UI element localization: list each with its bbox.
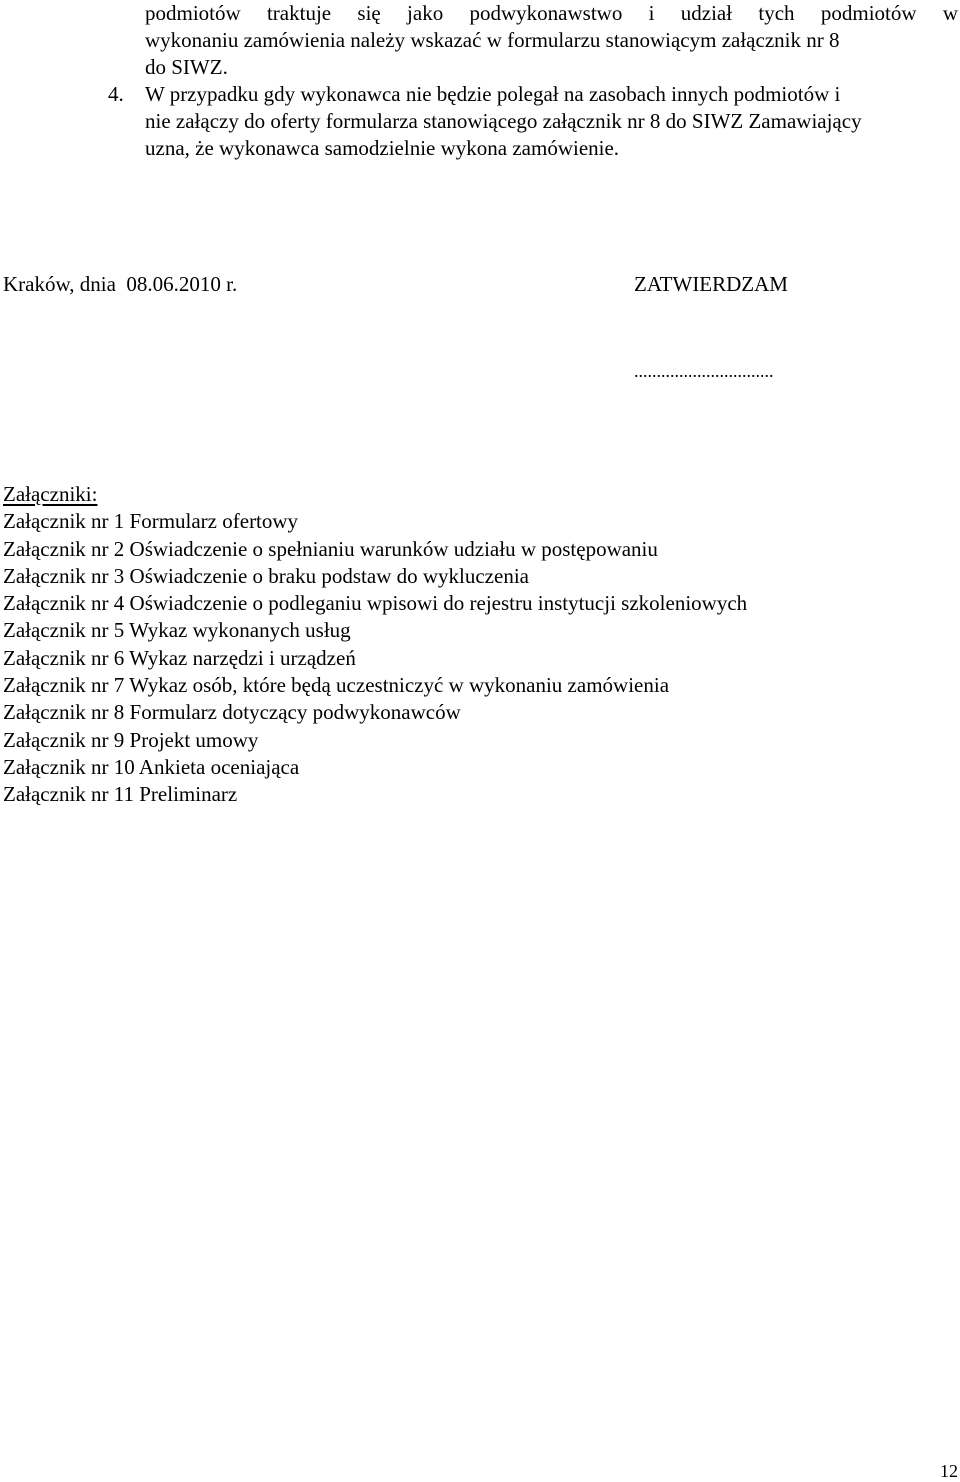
paragraph-line: nie załączy do oferty formularza stanowiącego załącznik nr 8 do SIWZ Zamawiający (145, 109, 862, 133)
list-item-text (145, 81, 958, 162)
attachment-item: Załącznik nr 5 Wykaz wykonanych usług (3, 618, 351, 643)
paragraph-line: wykonaniu zamówienia należy wskazać w formularzu stanowiącym załącznik nr 8 (145, 28, 840, 52)
page-number: 12 (940, 1461, 958, 1481)
attachment-item: Załącznik nr 11 Preliminarz (3, 782, 238, 807)
attachments-list (3, 481, 747, 809)
attachment-item: Załącznik nr 7 Wykaz osób, które będą uczestniczyć w wykonaniu zamówienia (3, 673, 670, 698)
attachments-heading: Załączniki: (3, 482, 98, 506)
paragraph-line: W przypadku gdy wykonawca nie będzie polegał na zasobach innych podmiotów i (145, 82, 841, 106)
paragraph-line: do SIWZ. (145, 55, 228, 79)
approval-label: ZATWIERDZAM (634, 272, 788, 296)
attachment-item: Załącznik nr 9 Projekt umowy (3, 727, 259, 752)
attachment-item: Załącznik nr 3 Oświadczenie o braku podstaw do wykluczenia (3, 563, 529, 588)
attachment-item: Załącznik nr 8 Formularz dotyczący podwykonawców (3, 700, 461, 725)
attachment-item: Załącznik nr 10 Ankieta oceniająca (3, 754, 300, 779)
paragraph-continued (145, 0, 958, 81)
attachment-item: Załącznik nr 2 Oświadczenie o spełnianiu warunków udziału w postępowaniu (3, 536, 658, 561)
list-item-number: 4. (108, 82, 124, 106)
attachment-item: Załącznik nr 4 Oświadczenie o podleganiu wpisowi do rejestru instytucji szkoleniowych (3, 591, 748, 616)
attachment-item: Załącznik nr 1 Formularz ofertowy (3, 509, 299, 534)
attachment-item: Załącznik nr 6 Wykaz narzędzi i urządzeń (3, 645, 356, 670)
paragraph-line: podmiotów traktuje się jako podwykonawstwo i udział tych podmiotów w (145, 1, 958, 25)
paragraph-line: uzna, że wykonawca samodzielnie wykona zamówienie. (145, 136, 620, 160)
signature-line: ............................... (634, 361, 774, 381)
place-date: Kraków, dnia 08.06.2010 r. (3, 272, 238, 296)
